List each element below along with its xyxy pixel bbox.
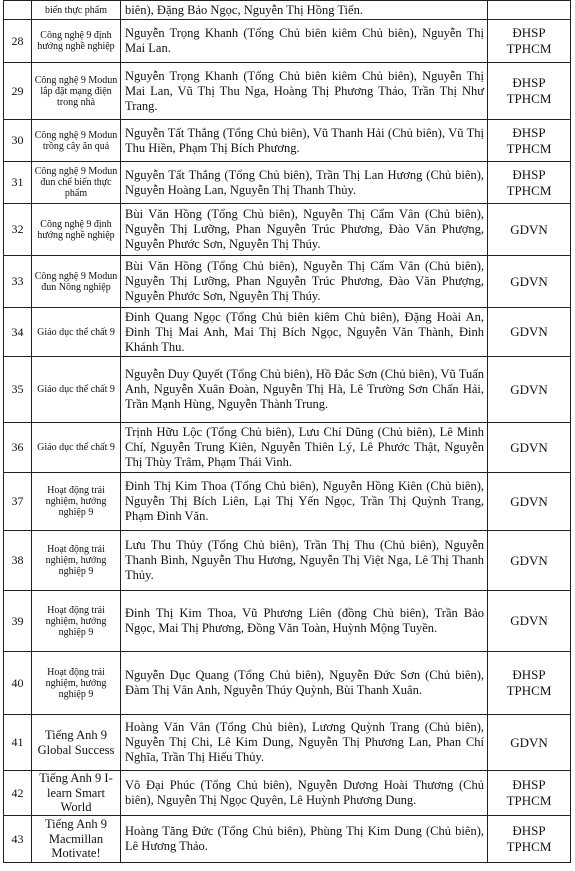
row-number: 34 [4,308,32,357]
row-number: 40 [4,652,32,715]
subject-cell: Hoạt động trải nghiệm, hướng nghiệp 9 [32,473,121,531]
subject-cell: Hoạt động trải nghiệm, hướng nghiệp 9 [32,531,121,591]
subject-cell: Hoạt động trải nghiệm, hướng nghiệp 9 [32,591,121,652]
authors-cell: Bùi Văn Hồng (Tổng Chủ biên), Nguyễn Thị Cẩm Vân (Chủ biên), Nguyễn Thị Lưỡng, Phan Nguyễn Trúc Phương, Đào Văn Phượng, Nguyễn Phước Sơn, Nguyễn Thị Thúy. [121,256,488,308]
authors-cell: Võ Đại Phúc (Tổng Chủ biên), Nguyễn Dương Hoài Thương (Chủ biên), Nguyễn Thị Ngọc Quyên, Lê Huỳnh Phương Dung. [121,771,488,816]
authors-cell: Đinh Quang Ngọc (Tổng Chủ biên kiêm Chủ biên), Đặng Hoài An, Đinh Thị Mai Anh, Mai Thị Bích Ngọc, Nguyễn Văn Thành, Đinh Khánh Thu. [121,308,488,357]
table-row [4,591,571,652]
row-number: 33 [4,256,32,308]
publisher-cell: GDVN [488,204,571,256]
subject-cell: Công nghệ 9 Modun đun Nông nghiệp [32,256,121,308]
publisher-cell [488,1,571,20]
subject-cell: Giáo dục thể chất 9 [32,357,121,423]
table-row [4,308,571,357]
authors-cell: biên), Đặng Bảo Ngọc, Nguyễn Thị Hồng Tiến. [121,1,488,20]
subject-cell: Tiếng Anh 9 I-learn Smart World [32,771,121,816]
publisher-cell: GDVN [488,591,571,652]
authors-cell: Bùi Văn Hồng (Tổng Chủ biên), Nguyễn Thị Cẩm Vân (Chủ biên), Nguyễn Thị Lưỡng, Phan Nguyễn Trúc Phương, Đào Văn Phượng, Nguyễn Phước Sơn, Nguyễn Thị Thúy. [121,204,488,256]
publisher-cell: GDVN [488,357,571,423]
subject-cell: Giáo dục thể chất 9 [32,423,121,473]
authors-cell: Nguyễn Trọng Khanh (Tổng Chủ biên kiêm Chủ biên), Nguyễn Thị Mai Lan, Vũ Thị Thu Nga, Hoàng Thị Phương Thảo, Trần Thị Như Trang. [121,63,488,120]
textbook-table [3,0,571,863]
row-number: 30 [4,120,32,162]
subject-cell: Hoạt động trải nghiệm, hướng nghiệp 9 [32,652,121,715]
authors-cell: Hoàng Văn Vân (Tổng Chủ biên), Lương Quỳnh Trang (Chủ biên), Nguyễn Thị Chi, Lê Kim Dung, Nguyễn Thị Phương Lan, Phan Chí Nghĩa, Trần Thị Hiếu Thủy. [121,715,488,771]
authors-cell: Trịnh Hữu Lộc (Tổng Chủ biên), Lưu Chí Dũng (Chủ biên), Lê Minh Chí, Nguyễn Trung Kiên, Nguyễn Thiên Lý, Lê Phước Thật, Nguyễn Thị Thùy Trâm, Phạm Thái Vinh. [121,423,488,473]
subject-cell: Công nghệ 9 Modun đun chế biến thực phẩm [32,162,121,204]
table-row [4,162,571,204]
publisher-cell: ĐHSP TPHCM [488,120,571,162]
subject-cell: Tiếng Anh 9 Macmillan Motivate! [32,816,121,863]
row-number: 37 [4,473,32,531]
subject-cell: Công nghệ 9 Modun trồng cây ăn quả [32,120,121,162]
publisher-cell: ĐHSP TPHCM [488,162,571,204]
row-number [4,1,32,20]
publisher-cell: GDVN [488,256,571,308]
textbook-table-body [4,1,571,863]
table-row [4,204,571,256]
table-row [4,20,571,63]
table-row [4,771,571,816]
row-number: 28 [4,20,32,63]
publisher-cell: GDVN [488,473,571,531]
publisher-cell: ĐHSP TPHCM [488,63,571,120]
row-number: 36 [4,423,32,473]
table-row [4,423,571,473]
publisher-cell: ĐHSP TPHCM [488,652,571,715]
publisher-cell: GDVN [488,531,571,591]
publisher-cell: GDVN [488,423,571,473]
authors-cell: Nguyễn Dục Quang (Tổng Chủ biên), Nguyễn Đức Sơn (Chủ biên), Đàm Thị Vân Anh, Nguyễn Thúy Quỳnh, Bùi Thanh Xuân. [121,652,488,715]
row-number: 38 [4,531,32,591]
row-number: 43 [4,816,32,863]
row-number: 35 [4,357,32,423]
row-number: 31 [4,162,32,204]
publisher-cell: ĐHSP TPHCM [488,20,571,63]
publisher-cell: GDVN [488,308,571,357]
publisher-cell: GDVN [488,715,571,771]
authors-cell: Đinh Thị Kim Thoa, Vũ Phương Liên (đồng Chủ biên), Trần Bảo Ngọc, Mai Thị Phương, Đồng Văn Toàn, Huỳnh Mộng Tuyền. [121,591,488,652]
table-row [4,120,571,162]
table-row [4,531,571,591]
row-number: 42 [4,771,32,816]
subject-cell: Giáo dục thể chất 9 [32,308,121,357]
row-number: 29 [4,63,32,120]
table-row [4,473,571,531]
authors-cell: Hoàng Tăng Đức (Tổng Chủ biên), Phùng Thị Kim Dung (Chủ biên), Lê Hương Thảo. [121,816,488,863]
subject-cell: Tiếng Anh 9 Global Success [32,715,121,771]
authors-cell: Nguyễn Duy Quyết (Tổng Chủ biên), Hồ Đắc Sơn (Chủ biên), Vũ Tuấn Anh, Nguyễn Xuân Đoàn, Nguyễn Thị Hà, Lê Trường Sơn Chấn Hải, Trần Mạnh Hùng, Nguyễn Thành Trung. [121,357,488,423]
row-number: 32 [4,204,32,256]
row-number: 39 [4,591,32,652]
publisher-cell: ĐHSP TPHCM [488,771,571,816]
table-row [4,256,571,308]
authors-cell: Nguyễn Trọng Khanh (Tổng Chủ biên kiêm Chủ biên), Nguyễn Thị Mai Lan. [121,20,488,63]
publisher-cell: ĐHSP TPHCM [488,816,571,863]
table-row [4,63,571,120]
table-row [4,1,571,20]
authors-cell: Nguyễn Tất Thắng (Tổng Chủ biên), Trần Thị Lan Hương (Chủ biên), Nguyễn Hoàng Lan, Nguyễn Thị Thanh Thủy. [121,162,488,204]
authors-cell: Đinh Thị Kim Thoa (Tổng Chủ biên), Nguyễn Hồng Kiên (Chủ biên), Nguyễn Thị Bích Liên, Lại Thị Yến Ngọc, Trần Thị Quỳnh Trang, Phạm Đình Văn. [121,473,488,531]
table-row [4,652,571,715]
row-number: 41 [4,715,32,771]
subject-cell: Công nghệ 9 Modun lắp đặt mạng điện trong nhà [32,63,121,120]
table-row [4,715,571,771]
subject-cell: Công nghệ 9 định hướng nghề nghiệp [32,20,121,63]
subject-cell: Công nghệ 9 định hướng nghề nghiệp [32,204,121,256]
authors-cell: Nguyễn Tất Thắng (Tổng Chủ biên), Vũ Thanh Hải (Chủ biên), Vũ Thị Thu Hiền, Phạm Thị Bích Phương. [121,120,488,162]
subject-cell: biến thực phẩm [32,1,121,20]
table-row [4,357,571,423]
table-row [4,816,571,863]
authors-cell: Lưu Thu Thủy (Tổng Chủ biên), Trần Thị Thu (Chủ biên), Nguyễn Thanh Bình, Nguyễn Thu Hương, Nguyễn Thị Việt Nga, Lê Thị Thanh Thủy. [121,531,488,591]
